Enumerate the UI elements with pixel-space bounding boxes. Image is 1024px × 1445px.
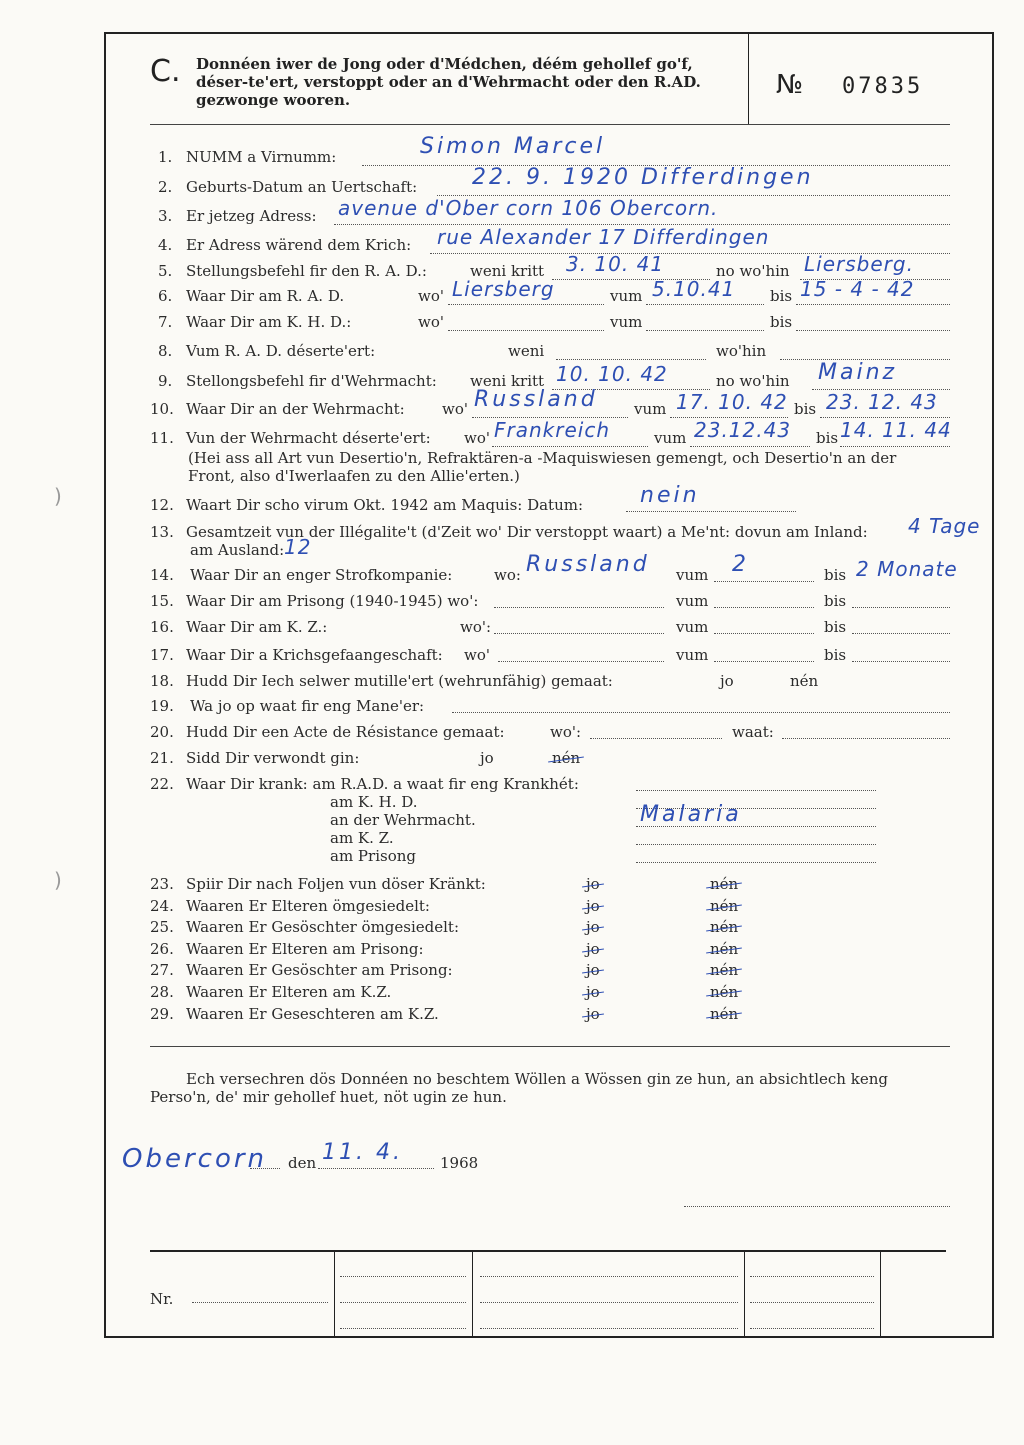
field-label: bis — [824, 618, 847, 636]
year-label: 1968 — [440, 1154, 479, 1172]
handwritten-war-address: rue Alexander 17 Differdingen — [437, 225, 770, 249]
fill-line — [498, 661, 664, 662]
handwritten-value: 2 Monate — [856, 557, 958, 581]
field-label: weni kritt — [470, 372, 545, 390]
option-no-struck-text: nén — [710, 875, 739, 893]
row-number: 2. — [158, 178, 173, 196]
row-number: 26. — [150, 940, 174, 958]
field-label: vum — [676, 592, 709, 610]
row-number: 10. — [150, 400, 174, 418]
field-label: Sidd Dir verwondt gin: — [186, 749, 360, 767]
option-no-struck-text: nén — [710, 940, 739, 958]
fill-line — [340, 1328, 466, 1329]
handwritten-place: Obercorn — [122, 1144, 268, 1174]
fill-line — [714, 581, 814, 582]
row-number: 3. — [158, 207, 173, 225]
field-label: Waar Dir am K. H. D.: — [186, 313, 352, 331]
fill-line — [340, 1302, 466, 1303]
field-label: Gesamtzeit vun der Illégalite't (d'Zeit wo' Dir verstoppt waart) a Me'nt: dovun am Inland: — [186, 523, 868, 541]
field-label: Stellungsbefehl fir den R. A. D.: — [186, 262, 427, 280]
field-label: bis — [770, 287, 793, 305]
field-label: vum — [610, 313, 643, 331]
punch-hole-mark: ) — [54, 484, 62, 508]
footer-divider — [472, 1252, 473, 1336]
field-label: Waaren Er Geseschteren am K.Z. — [186, 1005, 439, 1023]
option-no-struck — [710, 897, 738, 915]
fill-line — [796, 304, 950, 305]
declaration-line: Perso'n, de' mir gehollef huet, nöt ugin ze hun. — [150, 1088, 507, 1106]
option-yes-struck — [586, 897, 600, 915]
field-label: am K. Z. — [330, 829, 394, 847]
field-label: wo'hin — [716, 342, 767, 360]
field-label: am Ausland: — [190, 541, 285, 559]
handwritten-value: 17. 10. 42 — [676, 390, 788, 414]
handwritten-value: Mainz — [818, 360, 898, 385]
handwritten-name: Simon Marcel — [420, 134, 606, 159]
section-title: Donnéen iwer de Jong oder d'Médchen, déém gehollef go'f, déser-te'ert, verstoppt oder an d'Wehrmacht oder den R.AD. gezwonge wooren. — [196, 55, 701, 109]
fill-line — [714, 607, 814, 608]
fill-line — [636, 844, 876, 845]
option-yes-struck — [586, 918, 600, 936]
footer-divider — [880, 1252, 881, 1336]
row-number: 4. — [158, 236, 173, 254]
signature-line — [684, 1206, 950, 1207]
header-divider — [748, 34, 749, 124]
field-label: bis — [824, 592, 847, 610]
field-label: Waar Dir krank: am R.A.D. a waat fir eng Krankhét: — [186, 775, 579, 793]
fill-line — [452, 712, 950, 713]
fill-line — [492, 446, 648, 447]
field-label: Waar Dir a Krichsgefaangeschaft: — [186, 646, 443, 664]
footer-rule — [150, 1250, 946, 1252]
field-label: wo' — [418, 287, 444, 305]
den-label: den — [288, 1154, 317, 1172]
fill-line — [714, 661, 814, 662]
row-number: 18. — [150, 672, 174, 690]
field-label: Waar Dir an enger Strofkompanie: — [190, 566, 453, 584]
row-number: 24. — [150, 897, 174, 915]
field-label: Hudd Dir een Acte de Résistance gemaat: — [186, 723, 505, 741]
field-label: vum — [654, 429, 687, 447]
fill-line — [250, 1168, 280, 1169]
fill-line — [626, 511, 796, 512]
fill-line — [750, 1328, 874, 1329]
row-number: 13. — [150, 523, 174, 541]
field-label: Vum R. A. D. déserte'ert: — [186, 342, 376, 360]
field-label-birth: Geburts-Datum an Uertschaft: — [186, 178, 418, 196]
field-label: Wa jo op waat fir eng Mane'er: — [190, 697, 425, 715]
option-yes-struck-text: jo — [586, 961, 600, 979]
handwritten-birth: 22. 9. 1920 Differdingen — [472, 165, 814, 190]
field-label: bis — [794, 400, 817, 418]
option-yes-struck — [586, 983, 600, 1001]
fill-line — [636, 790, 876, 791]
field-label: Waaren Er Elteren am K.Z. — [186, 983, 392, 1001]
fill-line — [840, 446, 950, 447]
fill-line — [480, 1302, 738, 1303]
fill-line — [796, 330, 950, 331]
fill-line — [646, 304, 764, 305]
field-label: bis — [824, 646, 847, 664]
field-label: wo' — [442, 400, 468, 418]
option-no-struck-text: nén — [710, 1005, 739, 1023]
field-label: no wo'hin — [716, 372, 790, 390]
field-label: Vun der Wehrmacht déserte'ert: — [186, 429, 431, 447]
handwritten-value: 12 — [284, 535, 312, 559]
handwritten-date: 11. 4. — [322, 1140, 403, 1165]
fill-line — [448, 304, 604, 305]
row-number: 15. — [150, 592, 174, 610]
option-no-struck — [710, 918, 738, 936]
handwritten-value: 2 — [732, 552, 749, 577]
field-label: vum — [676, 646, 709, 664]
field-label: wo': — [460, 618, 492, 636]
section-rule — [150, 1046, 950, 1047]
field-label: Spiir Dir nach Foljen vun döser Kränkt: — [186, 875, 486, 893]
field-label: bis — [824, 566, 847, 584]
handwritten-value: 23. 12. 43 — [826, 390, 938, 414]
nr-label: Nr. — [150, 1290, 174, 1308]
row-11-note: (Hei ass all Art vun Desertio'n, Refraktären-a -Maquiswiesen gemengt, och Desertio'n an der — [188, 449, 897, 467]
section-letter: C. — [150, 54, 181, 89]
fill-line — [318, 1168, 434, 1169]
row-number: 19. — [150, 697, 174, 715]
field-label-address: Er jetzeg Adress: — [186, 207, 317, 225]
field-label: an der Wehrmacht. — [330, 811, 476, 829]
field-label: Waaren Er Gesöschter am Prisong: — [186, 961, 453, 979]
option-no-struck-text: nén — [710, 961, 739, 979]
handwritten-value: 10. 10. 42 — [556, 362, 668, 386]
fill-line — [340, 1276, 466, 1277]
option-no-struck — [552, 749, 580, 767]
option-yes: jo — [480, 749, 494, 767]
option-yes-struck-text: jo — [586, 940, 600, 958]
field-label: waat: — [732, 723, 774, 741]
fill-line — [690, 446, 810, 447]
fill-line — [852, 607, 950, 608]
punch-hole-mark: ) — [54, 868, 62, 892]
row-11-note: Front, also d'Iwerlaafen zu den Allie'erten.) — [188, 467, 520, 485]
fill-line — [480, 1328, 738, 1329]
option-no-struck-text: nén — [710, 897, 739, 915]
option-yes-struck — [586, 1005, 600, 1023]
row-number: 21. — [150, 749, 174, 767]
field-label: wo' — [418, 313, 444, 331]
row-number: 17. — [150, 646, 174, 664]
header-rule — [150, 124, 950, 125]
fill-line — [782, 738, 950, 739]
option-yes-struck — [586, 940, 600, 958]
option-no: nén — [790, 672, 819, 690]
footer-divider — [334, 1252, 335, 1336]
fill-line — [192, 1302, 328, 1303]
field-label: Waaren Er Gesöschter ömgesiedelt: — [186, 918, 460, 936]
fill-line — [714, 633, 814, 634]
field-label: am Prisong — [330, 847, 416, 865]
field-label: am K. H. D. — [330, 793, 418, 811]
option-no-struck-text: nén — [710, 983, 739, 1001]
field-label: Stellongsbefehl fir d'Wehrmacht: — [186, 372, 437, 390]
field-label: Waar Dir an der Wehrmacht: — [186, 400, 405, 418]
row-number: 8. — [158, 342, 173, 360]
option-yes: jo — [720, 672, 734, 690]
declaration-line: Ech versechren dös Donnéen no beschtem Wöllen a Wössen gin ze hun, an absichtlech keng — [186, 1070, 888, 1088]
field-label: bis — [816, 429, 839, 447]
fill-line — [750, 1302, 874, 1303]
handwritten-value: 23.12.43 — [694, 418, 792, 442]
row-number: 1. — [158, 148, 173, 166]
fill-line — [646, 330, 764, 331]
fill-line — [480, 1276, 738, 1277]
field-label: wo': — [550, 723, 582, 741]
option-yes-struck — [586, 875, 600, 893]
fill-line — [852, 661, 950, 662]
option-no-struck — [710, 1005, 738, 1023]
option-yes-struck — [586, 961, 600, 979]
option-no-struck — [710, 875, 738, 893]
field-label: Hudd Dir Iech selwer mutille'ert (wehrunfähig) gemaat: — [186, 672, 613, 690]
handwritten-value: nein — [640, 483, 700, 508]
row-number: 28. — [150, 983, 174, 1001]
row-number: 16. — [150, 618, 174, 636]
option-no-struck — [710, 940, 738, 958]
field-label: weni kritt — [470, 262, 545, 280]
handwritten-value: 3. 10. 41 — [566, 252, 665, 276]
option-yes-struck-text: jo — [586, 983, 600, 1001]
field-label: no wo'hin — [716, 262, 790, 280]
fill-line — [750, 1276, 874, 1277]
handwritten-value: 4 Tage — [908, 514, 981, 538]
field-label: Waart Dir scho virum Okt. 1942 am Maquis: Datum: — [186, 496, 584, 514]
row-number: 9. — [158, 372, 173, 390]
field-label: vum — [676, 618, 709, 636]
row-number: 14. — [150, 566, 174, 584]
fill-line — [448, 330, 604, 331]
row-number: 11. — [150, 429, 174, 447]
option-yes-struck-text: jo — [586, 875, 600, 893]
handwritten-value: 5.10.41 — [652, 277, 736, 301]
fill-line — [494, 633, 664, 634]
fill-line — [590, 738, 722, 739]
row-number: 23. — [150, 875, 174, 893]
field-label: wo' — [464, 646, 490, 664]
number-sign: № — [776, 70, 804, 100]
row-number: 20. — [150, 723, 174, 741]
footer-divider — [744, 1252, 745, 1336]
field-label: wo: — [494, 566, 521, 584]
field-label: bis — [770, 313, 793, 331]
option-yes-struck-text: jo — [586, 918, 600, 936]
row-number: 29. — [150, 1005, 174, 1023]
field-label: vum — [676, 566, 709, 584]
field-label: Waar Dir am K. Z.: — [186, 618, 328, 636]
fill-line — [636, 862, 876, 863]
row-number: 7. — [158, 313, 173, 331]
form-number: 07835 — [842, 74, 924, 99]
option-yes-struck-text: jo — [586, 897, 600, 915]
row-number: 25. — [150, 918, 174, 936]
option-no-struck-text: nén — [710, 918, 739, 936]
field-label: Waaren Er Elteren am Prisong: — [186, 940, 424, 958]
field-label: vum — [634, 400, 667, 418]
row-number: 22. — [150, 775, 174, 793]
row-number: 5. — [158, 262, 173, 280]
handwritten-value: Liersberg. — [804, 252, 914, 276]
handwritten-value: Malaria — [640, 802, 742, 827]
field-label-name: NUMM a Virnumm: — [186, 148, 337, 166]
row-number: 6. — [158, 287, 173, 305]
field-label-war-address: Er Adress wärend dem Krich: — [186, 236, 412, 254]
field-label: Waar Dir am R. A. D. — [186, 287, 345, 305]
field-label: weni — [508, 342, 545, 360]
handwritten-address: avenue d'Ober corn 106 Obercorn. — [338, 196, 719, 220]
option-yes-struck-text: jo — [586, 1005, 600, 1023]
row-number: 27. — [150, 961, 174, 979]
handwritten-value: Russland — [474, 387, 598, 412]
fill-line — [556, 359, 706, 360]
field-label: wo' — [464, 429, 490, 447]
handwritten-value: Liersberg — [452, 277, 555, 301]
fill-line — [494, 607, 664, 608]
row-number: 12. — [150, 496, 174, 514]
field-label: Waar Dir am Prisong (1940-1945) wo': — [186, 592, 479, 610]
handwritten-value: Frankreich — [494, 418, 610, 442]
field-label: Waaren Er Elteren ömgesiedelt: — [186, 897, 430, 915]
field-label: vum — [610, 287, 643, 305]
option-no-struck — [710, 983, 738, 1001]
handwritten-value: 14. 11. 44 — [840, 418, 952, 442]
handwritten-value: Russland — [526, 552, 650, 577]
handwritten-value: 15 - 4 - 42 — [800, 277, 915, 301]
option-no: nén — [552, 749, 581, 767]
fill-line — [852, 633, 950, 634]
option-no-struck — [710, 961, 738, 979]
